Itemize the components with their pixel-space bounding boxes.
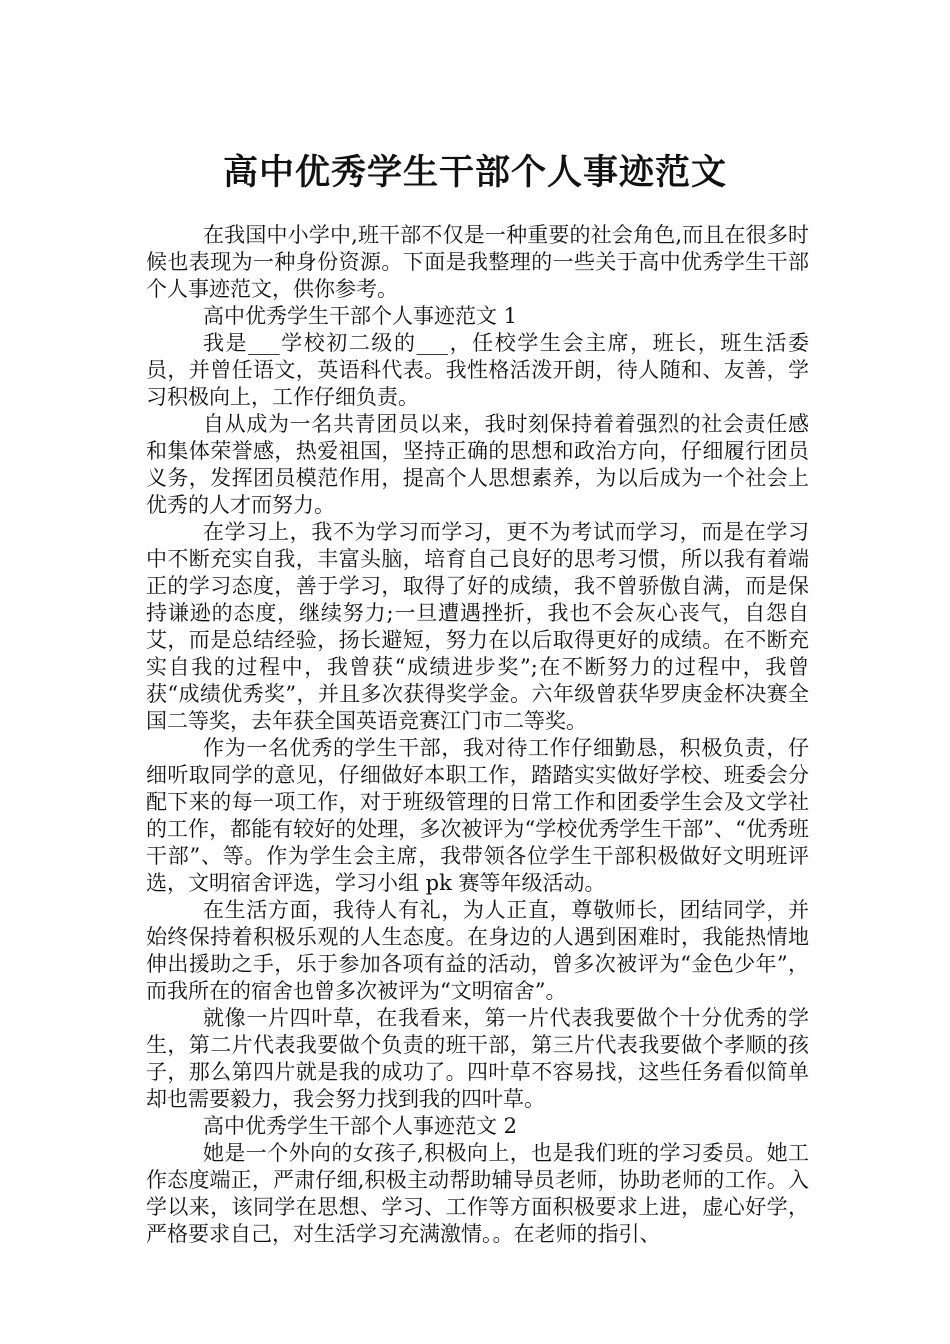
section-heading-1: 高中优秀学生干部个人事迹范文 1 — [203, 304, 518, 328]
paragraph-study-committee: 她是一个外向的女孩子,积极向上，也是我们班的学习委员。她工作态度端正，严肃仔细,积极主动帮助辅导员老师，协助老师的工作。入学以来，该同学在思想、学习、工作等方面积极要求上进，虚心好学，严格要求自己，对生活学习充满激情。。在老师的指引、 — [146, 1141, 809, 1246]
paragraph-study: 在学习上，我不为学习而学习，更不为考试而学习，而是在学习中不断充实自我，丰富头脑，培育自己良好的思考习惯，所以我有着端正的学习态度，善于学习，取得了好的成绩，我不曾骄傲自满，而是保持谦逊的态度，继续努力;一旦遭遇挫折，我也不会灰心丧气，自怨自艾，而是总结经验，扬长避短，努力在以后取得更好的成绩。在不断充实自我的过程中，我曾获“成绩进步奖”;在不断努力的过程中，我曾获“成绩优秀奖”，并且多次获得奖学金。六年级曾获华罗庚金杯决赛全国二等奖，去年获全国英语竞赛江门市二等奖。 — [146, 520, 809, 733]
section-heading-2: 高中优秀学生干部个人事迹范文 2 — [203, 1114, 518, 1138]
paragraph-work: 作为一名优秀的学生干部，我对待工作仔细勤恳，积极负责，仔细听取同学的意见，仔细做好本职工作，踏踏实实做好学校、班委会分配下来的每一项工作，对于班级管理的日常工作和团委学生会及文学社的工作，都能有较好的处理，多次被评为“学校优秀学生干部”、“优秀班干部”、等。作为学生会主席，我带领各位学生干部积极做好文明班评选，文明宿舍评选，学习小组 pk 赛等年级活动。 — [146, 736, 809, 895]
paragraph-self-intro: 我是___学校初二级的___，任校学生会主席，班长，班生活委员，并曾任语文，英语科代表。我性格活泼开朗，待人随和、友善，学习积极向上，工作仔细负责。 — [146, 331, 809, 409]
document-title: 高中优秀学生干部个人事迹范文 — [222, 152, 727, 194]
intro-paragraph: 在我国中小学中,班干部不仅是一种重要的社会角色,而且在很多时候也表现为一种身份资源。下面是我整理的一些关于高中优秀学生干部个人事迹范文，供你参考。 — [146, 223, 809, 301]
paragraph-four-leaf-clover: 就像一片四叶草，在我看来，第一片代表我要做个十分优秀的学生，第二片代表我要做个负责的班干部，第三片代表我要做个孝顺的孩子，那么第四片就是我的成功了。四叶草不容易找，这些任务看似简单却也需要毅力，我会努力找到我的四叶草。 — [146, 1006, 809, 1111]
document-body — [146, 222, 809, 1262]
paragraph-league-member: 自从成为一名共青团员以来，我时刻保持着着强烈的社会责任感和集体荣誉感，热爱祖国，坚持正确的思想和政治方向，仔细履行团员义务，发挥团员模范作用，提高个人思想素养，为以后成为一个社会上优秀的人才而努力。 — [146, 412, 809, 517]
paragraph-life: 在生活方面，我待人有礼，为人正直，尊敬师长，团结同学，并始终保持着积极乐观的人生态度。在身边的人遇到困难时，我能热情地伸出援助之手，乐于参加各项有益的活动，曾多次被评为“金色少年”，而我所在的宿舍也曾多次被评为“文明宿舍”。 — [146, 898, 809, 1003]
